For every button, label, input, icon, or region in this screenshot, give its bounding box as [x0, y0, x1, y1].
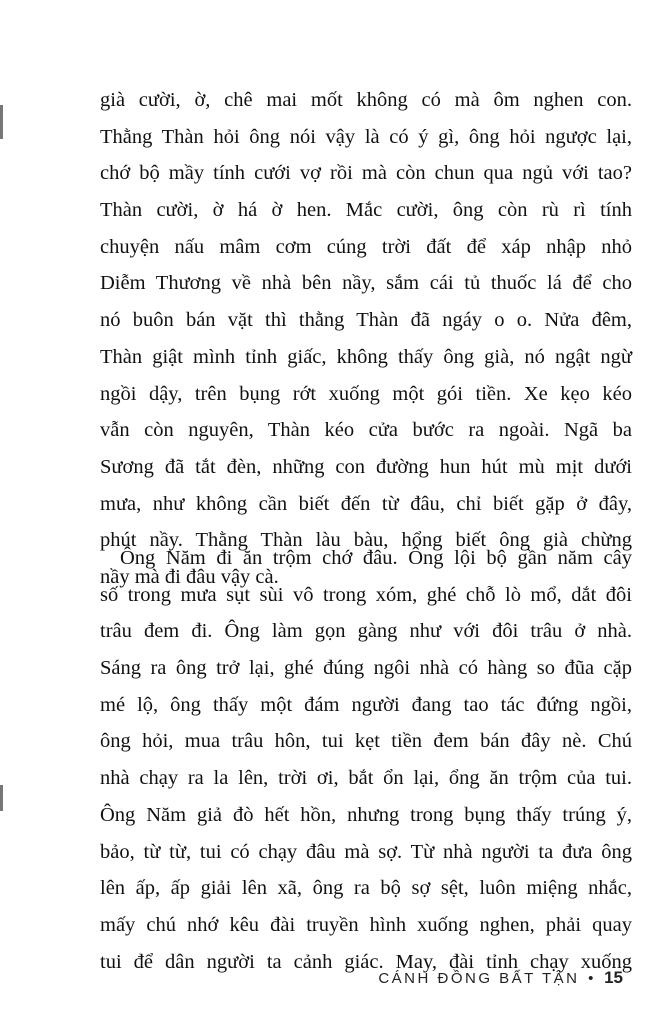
text-line: số trong mưa sụt sùi vô trong xóm, ghé chỗ lò mổ, dắt đôi: [100, 583, 632, 606]
text-line: nhà chạy ra la lên, trời ơi, bắt ổn lại, ổng ăn trộm của tui.: [100, 767, 632, 790]
text-line: mé lộ, ông thấy một đám người đang tao tác đứng ngồi,: [100, 693, 632, 716]
text-line: bảo, từ từ, tui có chạy đâu mà sợ. Từ nhà người ta đưa ông: [100, 840, 632, 863]
text-line: già cười, ờ, chê mai mốt không có mà ôm nghen con.: [100, 89, 632, 111]
text-line: vẫn còn nguyên, Thàn kéo cửa bước ra ngoài. Ngã ba: [100, 419, 632, 442]
page-number: 15: [604, 968, 623, 987]
text-line: chớ bộ mầy tính cưới vợ rồi mà còn chun qua ngủ với tao?: [100, 162, 632, 185]
text-line: nầy mà đi đâu vậy cà.: [100, 565, 279, 588]
text-line: Thằng Thàn hỏi ông nói vậy là có ý gì, ông hỏi ngược lại,: [100, 125, 632, 148]
footer-bullet: •: [588, 970, 594, 987]
page-edge-mark: [0, 105, 3, 139]
text-line: Diễm Thương về nhà bên nầy, sắm cái tủ thuốc lá để cho: [100, 272, 632, 295]
text-line: Thàn giật mình tỉnh giấc, không thấy ông già, nó ngật ngừ: [100, 345, 632, 368]
text-line: trâu đem đi. Ông làm gọn gàng như với đôi trâu ở nhà.: [100, 620, 632, 643]
text-line: lên ấp, ấp giải lên xã, ông ra bộ sợ sệt, luôn miệng nhắc,: [100, 877, 632, 900]
running-book-title: CÁNH ĐỒNG BẤT TẬN: [378, 970, 580, 987]
text-line: mưa, như không cần biết đến từ đâu, chỉ biết gặp ở đây,: [100, 492, 632, 515]
text-line: ông hỏi, mua trâu hôn, tui kẹt tiền đem bán đây nè. Chú: [100, 730, 632, 753]
text-line: Ông Năm đi ăn trộm chớ đâu. Ông lội bộ gần năm cây: [120, 547, 632, 569]
page-edge-mark: [0, 785, 3, 811]
text-line: tui để dân người ta cảnh giác. May, đài tỉnh chạy xuống: [100, 950, 632, 973]
text-line: chuyện nấu mâm cơm cúng trời đất để xáp nhập nhỏ: [100, 235, 632, 258]
text-line: Thàn cười, ờ há ờ hen. Mắc cười, ông còn rù rì tính: [100, 199, 632, 222]
text-line: ngồi dậy, trên bụng rớt xuống một gói tiền. Xe kẹo kéo: [100, 382, 632, 405]
page-footer: [378, 968, 623, 988]
text-line: Sáng ra ông trở lại, ghé đúng ngôi nhà có hàng so đũa cặp: [100, 657, 632, 680]
text-line: Ông Năm giả đò hết hồn, nhưng trong bụng thấy trúng ý,: [100, 803, 632, 826]
paragraph-2: [100, 540, 632, 980]
text-line: phút nầy. Thằng Thàn làu bàu, hổng biết ông già chừng: [100, 529, 632, 552]
paragraph-1: [100, 82, 632, 596]
text-line: mấy chú nhớ kêu đài truyền hình xuống nghen, phải quay: [100, 913, 632, 936]
text-line: nó buôn bán vặt thì thằng Thàn đã ngáy o o. Nửa đêm,: [100, 309, 632, 332]
text-line: Sương đã tắt đèn, những con đường hun hút mù mịt dưới: [100, 455, 632, 478]
